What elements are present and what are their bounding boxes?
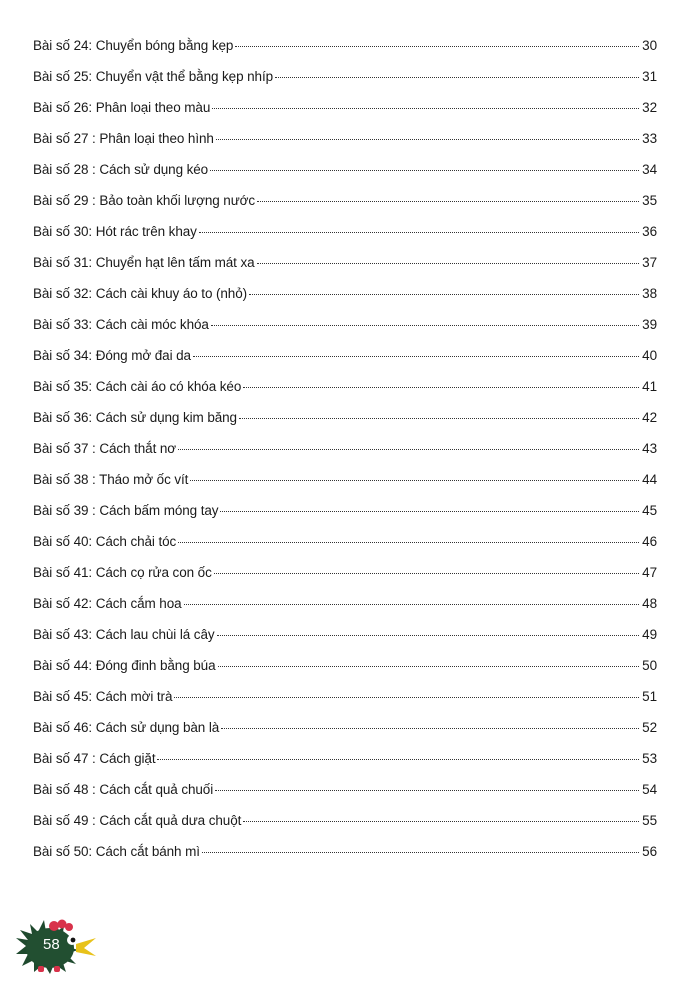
toc-entry-page: 39 bbox=[642, 317, 657, 332]
dot-leader bbox=[249, 294, 639, 295]
dot-leader bbox=[157, 759, 639, 760]
dot-leader bbox=[220, 511, 639, 512]
toc-entry bbox=[33, 286, 657, 317]
dot-leader bbox=[275, 77, 639, 78]
toc-entry-title: Bài số 25: Chuyển vật thể bằng kẹp nhíp bbox=[33, 69, 274, 84]
toc-entry-page: 52 bbox=[642, 720, 657, 735]
dot-leader bbox=[216, 139, 639, 140]
dot-leader bbox=[211, 325, 639, 326]
toc-entry-page: 48 bbox=[642, 596, 657, 611]
toc-entry-title: Bài số 39 : Cách bấm móng tay bbox=[33, 503, 219, 518]
toc-entry-page: 49 bbox=[642, 627, 657, 642]
toc-entry-title: Bài số 31: Chuyển hạt lên tấm mát xa bbox=[33, 255, 255, 270]
toc-entry bbox=[33, 38, 657, 69]
page-badge bbox=[14, 916, 100, 976]
toc-entry-page: 45 bbox=[642, 503, 657, 518]
toc-entry bbox=[33, 565, 657, 596]
toc-entry-title: Bài số 32: Cách cài khuy áo to (nhỏ) bbox=[33, 286, 248, 301]
dot-leader bbox=[184, 604, 639, 605]
toc-entry bbox=[33, 379, 657, 410]
toc-entry-title: Bài số 33: Cách cài móc khóa bbox=[33, 317, 209, 332]
toc-entry bbox=[33, 193, 657, 224]
toc-entry-title: Bài số 26: Phân loại theo màu bbox=[33, 100, 211, 115]
toc-entry bbox=[33, 503, 657, 534]
toc-entry-title: Bài số 50: Cách cắt bánh mì bbox=[33, 844, 200, 859]
toc-entry-page: 40 bbox=[642, 348, 657, 363]
toc-entry-page: 31 bbox=[642, 69, 657, 84]
dot-leader bbox=[257, 263, 639, 264]
toc-entry-page: 30 bbox=[642, 38, 657, 53]
toc-entry bbox=[33, 131, 657, 162]
toc-entry-page: 56 bbox=[642, 844, 657, 859]
toc-entry-title: Bài số 44: Đóng đinh bằng búa bbox=[33, 658, 216, 673]
toc-entry bbox=[33, 441, 657, 472]
toc-entry bbox=[33, 813, 657, 844]
dot-leader bbox=[202, 852, 639, 853]
toc-entry-title: Bài số 29 : Bảo toàn khối lượng nước bbox=[33, 193, 256, 208]
dot-leader bbox=[235, 46, 639, 47]
toc-entry-title: Bài số 38 : Tháo mở ốc vít bbox=[33, 472, 189, 487]
toc-entry bbox=[33, 534, 657, 565]
toc-entry bbox=[33, 255, 657, 286]
toc-entry bbox=[33, 100, 657, 131]
toc-entry-page: 34 bbox=[642, 162, 657, 177]
page-number: 58 bbox=[43, 936, 60, 953]
dot-leader bbox=[212, 108, 639, 109]
toc-entry-title: Bài số 28 : Cách sử dụng kéo bbox=[33, 162, 209, 177]
toc-entry-title: Bài số 24: Chuyển bóng bằng kẹp bbox=[33, 38, 234, 53]
toc-entry-page: 50 bbox=[642, 658, 657, 673]
toc-entry-page: 51 bbox=[642, 689, 657, 704]
toc-entry-title: Bài số 36: Cách sử dụng kim băng bbox=[33, 410, 237, 425]
dot-leader bbox=[199, 232, 639, 233]
dot-leader bbox=[214, 573, 639, 574]
dot-leader bbox=[178, 542, 639, 543]
toc-entry bbox=[33, 162, 657, 193]
dot-leader bbox=[193, 356, 639, 357]
toc-entry-page: 32 bbox=[642, 100, 657, 115]
toc-entry bbox=[33, 689, 657, 720]
dot-leader bbox=[257, 201, 639, 202]
toc-entry-page: 41 bbox=[642, 379, 657, 394]
toc-entry-title: Bài số 46: Cách sử dụng bàn là bbox=[33, 720, 220, 735]
toc-entry-page: 53 bbox=[642, 751, 657, 766]
toc-entry-title: Bài số 43: Cách lau chùi lá cây bbox=[33, 627, 215, 642]
dot-leader bbox=[217, 635, 639, 636]
toc-entry bbox=[33, 844, 657, 875]
dot-leader bbox=[243, 387, 639, 388]
toc-entry bbox=[33, 317, 657, 348]
toc-entry-page: 33 bbox=[642, 131, 657, 146]
toc-entry-title: Bài số 45: Cách mời trà bbox=[33, 689, 173, 704]
toc-entry-page: 47 bbox=[642, 565, 657, 580]
toc-entry bbox=[33, 627, 657, 658]
toc-entry-title: Bài số 37 : Cách thắt nơ bbox=[33, 441, 177, 456]
toc-entry-title: Bài số 49 : Cách cắt quả dưa chuột bbox=[33, 813, 242, 828]
toc-entry bbox=[33, 69, 657, 100]
dot-leader bbox=[174, 697, 639, 698]
toc-entry-page: 54 bbox=[642, 782, 657, 797]
toc-entry-page: 35 bbox=[642, 193, 657, 208]
toc-entry bbox=[33, 751, 657, 782]
toc-entry-title: Bài số 47 : Cách giặt bbox=[33, 751, 156, 766]
dot-leader bbox=[190, 480, 639, 481]
toc-entry-page: 42 bbox=[642, 410, 657, 425]
toc-entry-title: Bài số 35: Cách cài áo có khóa kéo bbox=[33, 379, 242, 394]
dot-leader bbox=[221, 728, 639, 729]
dot-leader bbox=[239, 418, 639, 419]
toc-entry bbox=[33, 224, 657, 255]
dot-leader bbox=[178, 449, 639, 450]
toc-entry-page: 38 bbox=[642, 286, 657, 301]
toc-entry-page: 44 bbox=[642, 472, 657, 487]
toc-entry-page: 43 bbox=[642, 441, 657, 456]
dot-leader bbox=[215, 790, 639, 791]
toc-entry-page: 36 bbox=[642, 224, 657, 239]
toc-entry-page: 55 bbox=[642, 813, 657, 828]
toc-entry-title: Bài số 27 : Phân loại theo hình bbox=[33, 131, 214, 146]
toc-entry-page: 37 bbox=[642, 255, 657, 270]
toc-entry-title: Bài số 34: Đóng mở đai da bbox=[33, 348, 191, 363]
toc-entry-title: Bài số 40: Cách chải tóc bbox=[33, 534, 177, 549]
toc-entry bbox=[33, 348, 657, 379]
dot-leader bbox=[243, 821, 639, 822]
table-of-contents bbox=[33, 38, 657, 875]
toc-entry-title: Bài số 30: Hót rác trên khay bbox=[33, 224, 197, 239]
toc-entry-title: Bài số 41: Cách cọ rửa con ốc bbox=[33, 565, 212, 580]
dot-leader bbox=[210, 170, 639, 171]
toc-entry-page: 46 bbox=[642, 534, 657, 549]
toc-entry bbox=[33, 658, 657, 689]
toc-entry bbox=[33, 410, 657, 441]
toc-entry bbox=[33, 472, 657, 503]
toc-entry bbox=[33, 720, 657, 751]
dot-leader bbox=[218, 666, 640, 667]
toc-entry-title: Bài số 48 : Cách cắt quả chuối bbox=[33, 782, 214, 797]
toc-entry-title: Bài số 42: Cách cắm hoa bbox=[33, 596, 182, 611]
toc-entry bbox=[33, 782, 657, 813]
toc-entry bbox=[33, 596, 657, 627]
